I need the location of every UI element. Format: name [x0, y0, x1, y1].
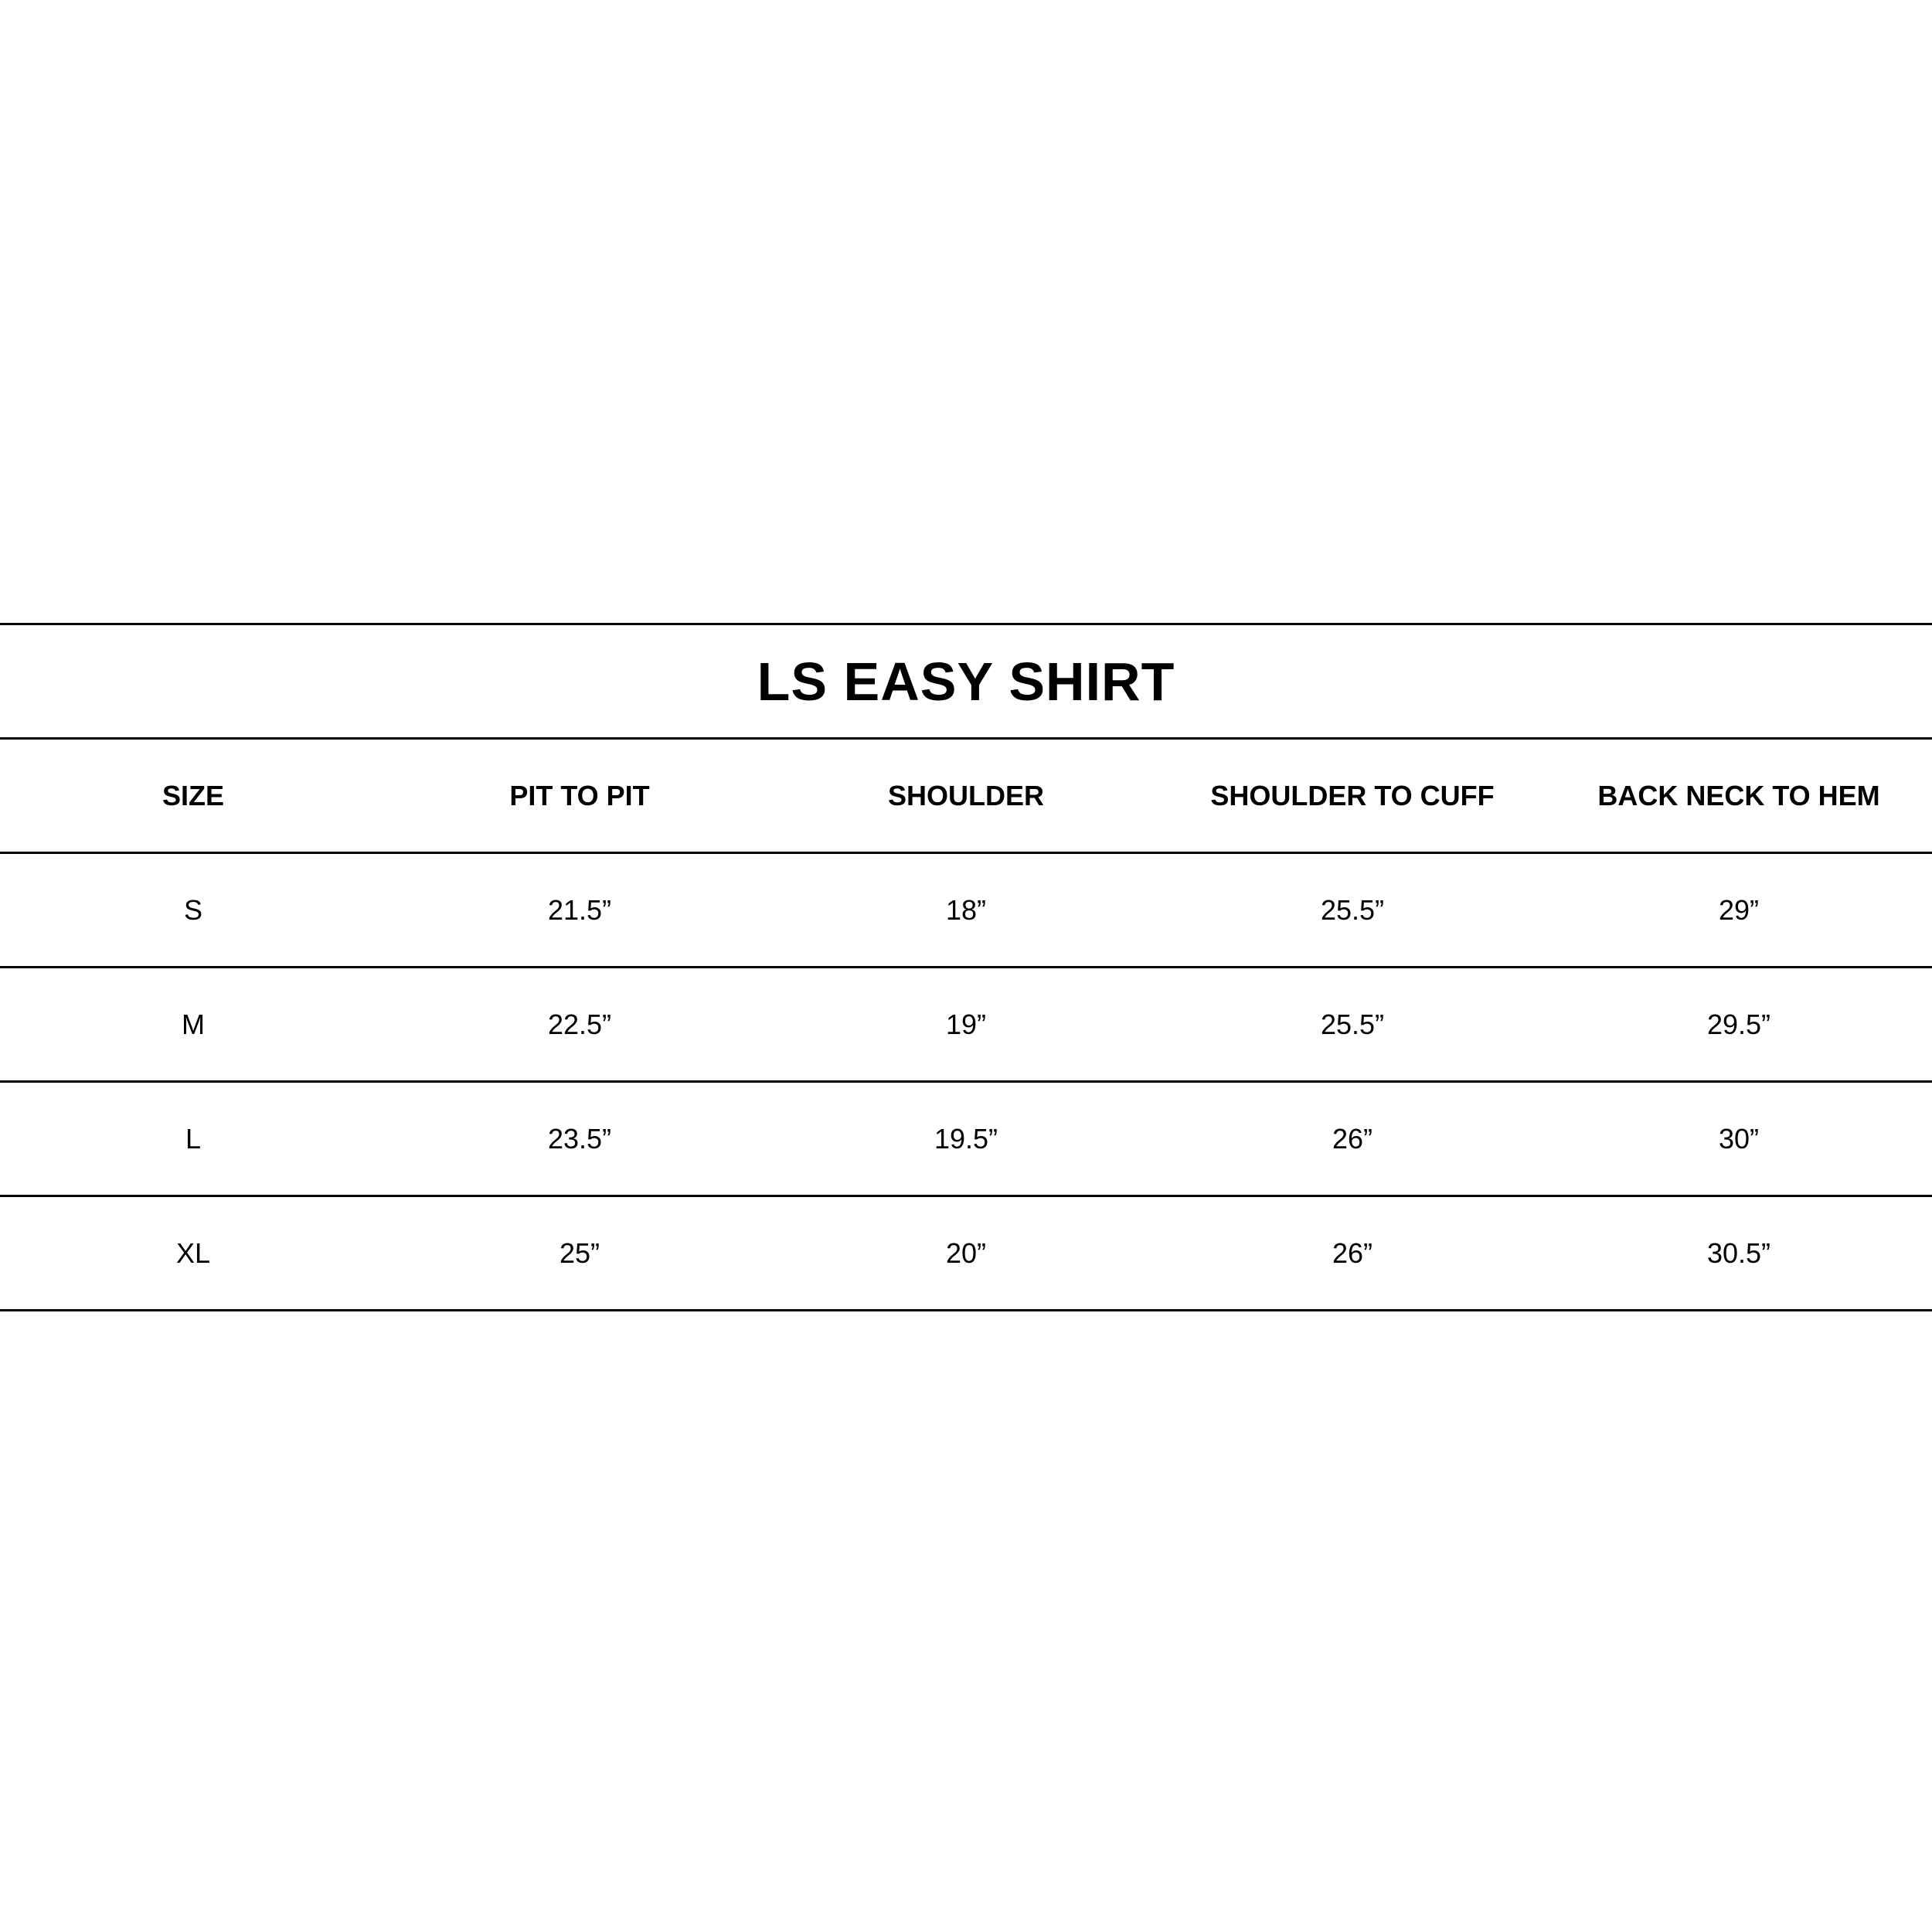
back-neck-to-hem-cell: 30”: [1718, 1122, 1760, 1155]
shoulder-to-cuff-cell: 26”: [1332, 1122, 1373, 1155]
table-row: [0, 1197, 1932, 1309]
chart-title: LS EASY SHIRT: [757, 651, 1175, 712]
pit-to-pit-cell: 23.5”: [547, 1122, 612, 1155]
shoulder-cell: 20”: [945, 1236, 987, 1269]
size-chart: [0, 623, 1932, 1311]
shoulder-cell: 19”: [945, 1008, 987, 1040]
shoulder-to-cuff-cell: 25.5”: [1320, 893, 1385, 926]
column-header-shoulder: SHOULDER: [887, 779, 1044, 811]
size-cell: L: [185, 1122, 202, 1155]
table-row: [0, 968, 1932, 1080]
pit-to-pit-cell: 25”: [559, 1236, 600, 1269]
table-row: [0, 1083, 1932, 1195]
column-header-size: SIZE: [162, 779, 224, 811]
shoulder-cell: 19.5”: [934, 1122, 998, 1155]
column-header-back-neck-to-hem: BACK NECK TO HEM: [1597, 779, 1880, 811]
shoulder-to-cuff-cell: 25.5”: [1320, 1008, 1385, 1040]
size-cell: M: [182, 1008, 205, 1040]
table-row: [0, 854, 1932, 966]
back-neck-to-hem-cell: 29”: [1718, 893, 1760, 926]
column-header-shoulder-to-cuff: SHOULDER TO CUFF: [1210, 779, 1495, 811]
header-row: [0, 740, 1932, 852]
pit-to-pit-cell: 22.5”: [547, 1008, 612, 1040]
size-cell: XL: [175, 1236, 211, 1269]
shoulder-to-cuff-cell: 26”: [1332, 1236, 1373, 1269]
pit-to-pit-cell: 21.5”: [547, 893, 612, 926]
title-band: [0, 625, 1932, 737]
back-neck-to-hem-cell: 29.5”: [1706, 1008, 1771, 1040]
divider: [0, 1309, 1932, 1311]
size-cell: S: [183, 893, 202, 926]
column-header-pit-to-pit: PIT TO PIT: [509, 779, 650, 811]
shoulder-cell: 18”: [945, 893, 987, 926]
back-neck-to-hem-cell: 30.5”: [1706, 1236, 1771, 1269]
